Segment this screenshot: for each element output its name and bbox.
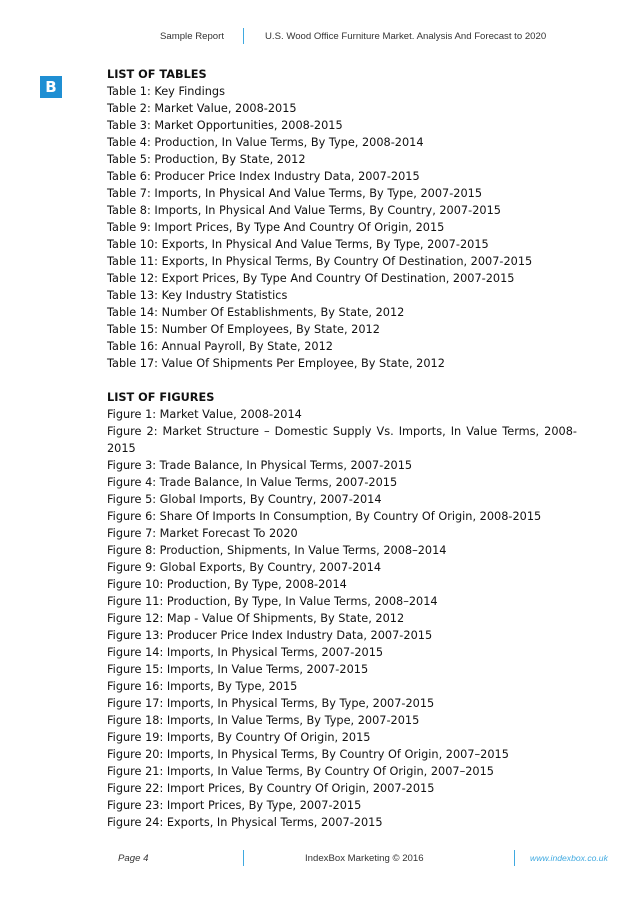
list-item: Figure 3: Trade Balance, In Physical Terms, 2007-2015 bbox=[107, 459, 413, 472]
list-item: Table 15: Number Of Employees, By State, 2012 bbox=[107, 323, 380, 336]
list-item: Figure 10: Production, By Type, 2008-2014 bbox=[107, 578, 347, 591]
list-item: Table 6: Producer Price Index Industry Data, 2007-2015 bbox=[107, 170, 420, 183]
list-item: Table 14: Number Of Establishments, By State, 2012 bbox=[107, 306, 405, 319]
list-item: Figure 24: Exports, In Physical Terms, 2007-2015 bbox=[107, 816, 383, 829]
list-item: Figure 20: Imports, In Physical Terms, By Country Of Origin, 2007–2015 bbox=[107, 748, 509, 761]
header-report-label: Sample Report bbox=[160, 31, 224, 42]
figures-list bbox=[107, 406, 577, 831]
list-item: Table 2: Market Value, 2008-2015 bbox=[107, 102, 297, 115]
list-item: Table 16: Annual Payroll, By State, 2012 bbox=[107, 340, 333, 353]
list-item: Figure 19: Imports, By Country Of Origin, 2015 bbox=[107, 731, 371, 744]
list-item: Figure 1: Market Value, 2008-2014 bbox=[107, 408, 302, 421]
list-item: Table 12: Export Prices, By Type And Country Of Destination, 2007-2015 bbox=[107, 272, 515, 285]
list-item: Figure 23: Import Prices, By Type, 2007-2015 bbox=[107, 799, 362, 812]
list-item: Table 1: Key Findings bbox=[107, 85, 225, 98]
list-item: Figure 7: Market Forecast To 2020 bbox=[107, 527, 298, 540]
list-item: Table 7: Imports, In Physical And Value Terms, By Type, 2007-2015 bbox=[107, 187, 483, 200]
list-item: Figure 15: Imports, In Value Terms, 2007-2015 bbox=[107, 663, 369, 676]
list-item: Figure 14: Imports, In Physical Terms, 2007-2015 bbox=[107, 646, 384, 659]
tables-list bbox=[107, 83, 577, 372]
page-content bbox=[107, 66, 577, 831]
page-footer bbox=[0, 850, 638, 870]
list-item: Table 9: Import Prices, By Type And Country Of Origin, 2015 bbox=[107, 221, 445, 234]
list-item: Figure 5: Global Imports, By Country, 2007-2014 bbox=[107, 493, 382, 506]
list-item: Figure 18: Imports, In Value Terms, By Type, 2007-2015 bbox=[107, 714, 420, 727]
page-number: Page 4 bbox=[118, 853, 149, 864]
list-item: Table 3: Market Opportunities, 2008-2015 bbox=[107, 119, 343, 132]
list-item: Figure 11: Production, By Type, In Value Terms, 2008–2014 bbox=[107, 595, 438, 608]
list-item: Figure 16: Imports, By Type, 2015 bbox=[107, 680, 298, 693]
list-item: Table 5: Production, By State, 2012 bbox=[107, 153, 306, 166]
list-item: Figure 2: Market Structure – Domestic Supply Vs. Imports, In Value Terms, 2008-2015 bbox=[107, 425, 577, 455]
list-of-figures-heading: LIST OF FIGURES bbox=[107, 391, 215, 404]
list-item: Figure 21: Imports, In Value Terms, By Country Of Origin, 2007–2015 bbox=[107, 765, 494, 778]
indexbox-logo: B bbox=[40, 76, 62, 98]
list-item: Figure 17: Imports, In Physical Terms, By Type, 2007-2015 bbox=[107, 697, 435, 710]
page-header bbox=[0, 28, 638, 48]
header-divider bbox=[243, 28, 244, 44]
list-item: Table 4: Production, In Value Terms, By Type, 2008-2014 bbox=[107, 136, 424, 149]
list-item: Table 17: Value Of Shipments Per Employee, By State, 2012 bbox=[107, 357, 445, 370]
footer-website-link[interactable]: www.indexbox.co.uk bbox=[530, 853, 608, 863]
list-item: Figure 4: Trade Balance, In Value Terms, 2007-2015 bbox=[107, 476, 398, 489]
footer-divider bbox=[514, 850, 515, 866]
footer-copyright: IndexBox Marketing © 2016 bbox=[305, 853, 424, 864]
footer-divider bbox=[243, 850, 244, 866]
list-item: Table 11: Exports, In Physical Terms, By Country Of Destination, 2007-2015 bbox=[107, 255, 533, 268]
list-item: Figure 8: Production, Shipments, In Value Terms, 2008–2014 bbox=[107, 544, 447, 557]
list-item: Figure 9: Global Exports, By Country, 2007-2014 bbox=[107, 561, 382, 574]
list-item: Table 13: Key Industry Statistics bbox=[107, 289, 288, 302]
list-item: Figure 6: Share Of Imports In Consumption, By Country Of Origin, 2008-2015 bbox=[107, 510, 542, 523]
list-item: Table 8: Imports, In Physical And Value Terms, By Country, 2007-2015 bbox=[107, 204, 501, 217]
section-spacer bbox=[107, 372, 577, 389]
list-of-tables-heading: LIST OF TABLES bbox=[107, 68, 207, 81]
header-report-title: U.S. Wood Office Furniture Market. Analysis And Forecast to 2020 bbox=[265, 31, 547, 42]
list-item: Figure 12: Map - Value Of Shipments, By State, 2012 bbox=[107, 612, 405, 625]
list-item: Figure 22: Import Prices, By Country Of Origin, 2007-2015 bbox=[107, 782, 435, 795]
list-item: Figure 13: Producer Price Index Industry Data, 2007-2015 bbox=[107, 629, 433, 642]
list-item: Table 10: Exports, In Physical And Value Terms, By Type, 2007-2015 bbox=[107, 238, 489, 251]
